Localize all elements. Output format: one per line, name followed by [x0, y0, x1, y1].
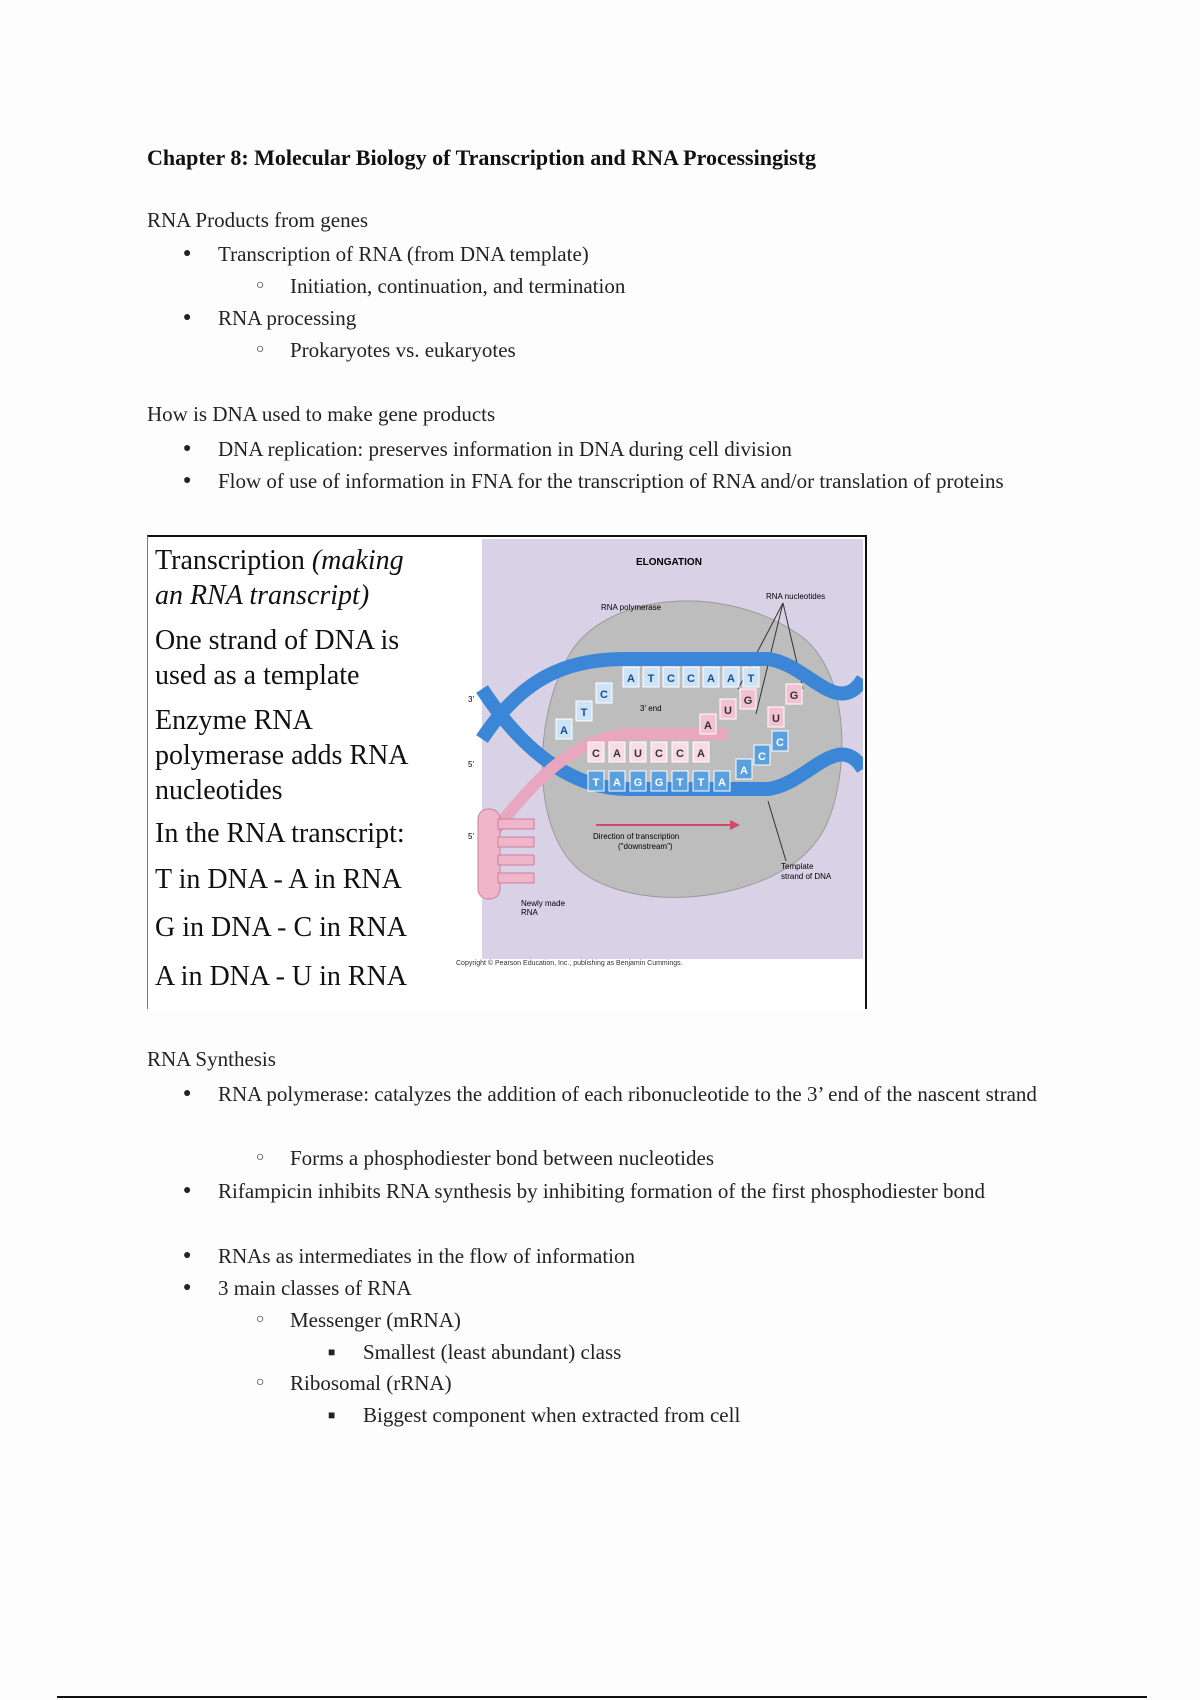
dna-top-base: T — [647, 673, 655, 685]
bullet-item: ● RNA polymerase: catalyzes the addition of each ribonucleotide to the 3’ end of the nascent strand — [218, 1078, 1058, 1110]
label-direction: Direction of transcription — [593, 832, 680, 841]
incoming-nucleotide: U — [724, 705, 732, 717]
template-base: T — [676, 777, 684, 789]
diagram-title: ELONGATION — [636, 557, 702, 568]
slide-point: A in DNA - U in RNA — [155, 961, 408, 992]
dna-top-base: A — [727, 673, 735, 685]
top-base-group — [623, 667, 759, 687]
rna-base: C — [655, 748, 663, 760]
transcription-slide — [147, 535, 867, 1009]
incoming-nucleotide: U — [772, 713, 780, 725]
dna-top-base: C — [687, 673, 695, 685]
bullet-item: ● Flow of use of information in FNA for the transcription of RNA and/or translation of proteins — [218, 465, 1058, 497]
bullet-item: ● 3 main classes of RNA — [218, 1272, 1058, 1304]
slide-point: One strand of DNA is used as a template — [155, 625, 400, 691]
template-base-group — [588, 771, 730, 791]
label-rna: RNA — [521, 908, 538, 917]
incoming-nucleotide: A — [704, 720, 712, 732]
bullet-item: ● Rifampicin inhibits RNA synthesis by inhibiting formation of the first phosphodiester bond — [218, 1175, 1058, 1207]
template-base: G — [654, 777, 664, 789]
label-newly-made: Newly made — [521, 899, 566, 908]
slide-point: T in DNA - A in RNA — [155, 864, 402, 895]
label-rna-nucleotides: RNA nucleotides — [766, 592, 826, 601]
section-heading-dna-gene-products: How is DNA used to make gene products — [147, 402, 496, 426]
template-base: G — [633, 777, 643, 789]
label-5-prime: 5' — [468, 760, 474, 769]
incoming-nucleotide: G — [789, 690, 799, 702]
slide-point: In the RNA transcript: — [155, 818, 405, 849]
template-base: T — [592, 777, 600, 789]
copyright-text: Copyright © Pearson Education, Inc., publishing as Benjamin Cummings. — [456, 960, 683, 967]
slide-point: Enzyme RNA polymerase adds RNA nucleotides — [155, 705, 407, 806]
rna-base: A — [697, 748, 705, 760]
rna-base: C — [676, 748, 684, 760]
sub-bullet-item: ○ Forms a phosphodiester bond between nucleotides — [290, 1142, 1050, 1174]
label-downstream: ("downstream") — [618, 842, 673, 851]
dna-right-base: C — [758, 751, 766, 763]
sub-bullet-item: ○ Prokaryotes vs. eukaryotes — [290, 334, 1050, 366]
bullet-item: ● RNAs as intermediates in the flow of information — [218, 1240, 1058, 1272]
section-heading-rna-products: RNA Products from genes — [147, 208, 369, 232]
dna-top-base: A — [627, 673, 635, 685]
dna-top-base: T — [747, 673, 755, 685]
slide-heading: Transcription (making an RNA transcript) — [155, 545, 404, 611]
rna-base: C — [592, 748, 600, 760]
dna-left-base: A — [560, 725, 568, 737]
template-base: T — [697, 777, 705, 789]
footer-rule — [57, 1696, 1147, 1698]
elongation-diagram — [468, 539, 863, 959]
template-base: A — [613, 777, 621, 789]
rna-base: A — [613, 748, 621, 760]
bullet-item: ● RNA processing — [218, 302, 1058, 334]
page-title: Chapter 8: Molecular Biology of Transcription and RNA Processingistg — [147, 145, 816, 170]
label-5-prime: 5' — [468, 832, 474, 841]
sub-sub-bullet-item: ■ Biggest component when extracted from cell — [363, 1399, 1063, 1431]
dna-top-base: A — [707, 673, 715, 685]
bullet-item: ● Transcription of RNA (from DNA template) — [218, 238, 1058, 270]
sub-bullet-item: ○ Messenger (mRNA) — [290, 1304, 1050, 1336]
rna-base: U — [634, 748, 642, 760]
dna-left-base: C — [600, 689, 608, 701]
incoming-nucleotide: G — [743, 695, 753, 707]
slide-point: G in DNA - C in RNA — [155, 912, 408, 943]
bullet-item: ● DNA replication: preserves information in DNA during cell division — [218, 433, 1058, 465]
dna-left-base: T — [580, 707, 588, 719]
sub-sub-bullet-item: ■ Smallest (least abundant) class — [363, 1336, 1063, 1368]
label-rna-polymerase: RNA polymerase — [601, 603, 662, 612]
label-template: Template — [781, 862, 814, 871]
sub-bullet-item: ○ Ribosomal (rRNA) — [290, 1367, 1050, 1399]
sub-bullet-item: ○ Initiation, continuation, and termination — [290, 270, 1050, 302]
dna-top-base: C — [667, 673, 675, 685]
label-template-strand: strand of DNA — [781, 872, 832, 881]
section-heading-rna-synthesis: RNA Synthesis — [147, 1047, 276, 1071]
template-base: A — [718, 777, 726, 789]
slide-text — [155, 543, 435, 994]
dna-right-base: A — [740, 765, 748, 777]
dna-right-base: C — [776, 737, 784, 749]
label-3-end: 3' end — [640, 704, 662, 713]
label-3-prime: 3' — [468, 695, 474, 704]
